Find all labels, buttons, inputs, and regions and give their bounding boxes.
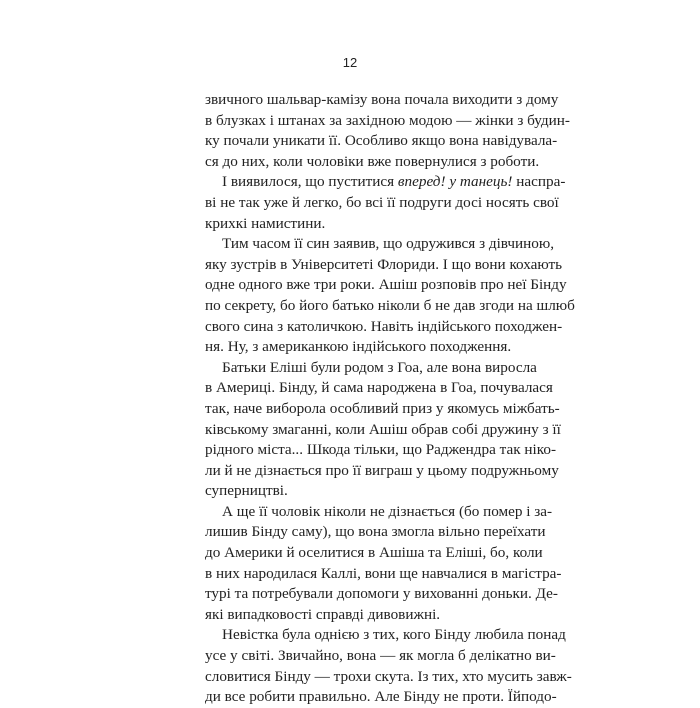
text-line: суперництві. <box>205 482 288 500</box>
paragraph <box>205 90 570 172</box>
text-line: в них народилася Каллі, вони ще навчалися в магістра- <box>205 564 562 582</box>
text-line: ди все робити правильно. Але Бінду не проти. Їйподо- <box>205 688 557 706</box>
text-line: так, наче виборола особливий приз у якомусь міжбать- <box>205 399 560 417</box>
paragraph <box>205 502 562 626</box>
text-line: до Америки й оселитися в Ашіша та Еліші, бо, коли <box>205 544 543 562</box>
text-line: крихкі намистини. <box>205 214 326 232</box>
text-line: ківському змаганні, коли Ашіш обрав собі дружину з її <box>205 420 561 438</box>
body-text <box>205 90 575 708</box>
text-line: А ще її чоловік ніколи не дізнається (бо помер і за- <box>222 502 553 520</box>
paragraph <box>205 625 572 707</box>
text-run: І виявилося, що пуститися <box>222 173 398 191</box>
text-line: одне одного вже три роки. Ашіш розповів про неї Бінду <box>205 276 567 294</box>
text-line: звичного шальвар-камізу вона почала виходити з дому <box>205 91 559 108</box>
paragraph <box>205 172 566 234</box>
italic-phrase: вперед! у танець! <box>397 173 513 191</box>
paragraph <box>205 358 561 502</box>
text-line: турі та потребували допомоги у вихованні доньки. Де- <box>205 585 558 603</box>
text-line: ли й не дізнається про її виграш у цьому подружньому <box>205 461 559 479</box>
text-line: Тим часом її син заявив, що одружився з дівчиною, <box>222 235 555 253</box>
text-line: ся до них, коли чоловіки вже повернулися з роботи. <box>205 152 540 170</box>
page-number: 12 <box>342 55 358 70</box>
text-line: свого сина з католичкою. Навіть індійського походжен- <box>205 317 563 335</box>
text-line: словитися Бінду — трохи скута. Із тих, хто мусить завж- <box>205 667 572 685</box>
text-line: лишив Бінду саму), що вона змогла вільно переїхати <box>205 523 546 541</box>
text-line: усе у світі. Звичайно, вона — як могла б делікатно ви- <box>205 647 556 665</box>
text-line: ня. Ну, з американкою індійського походження. <box>205 338 512 356</box>
paragraph <box>205 234 575 358</box>
text-line: рідного міста... Шкода тільки, що Раджендра так ніко- <box>205 441 557 459</box>
text-line <box>205 172 566 193</box>
text-line: Батьки Еліші були родом з Гоа, але вона виросла <box>222 358 537 376</box>
text-line: в блузках і штанах за західною модою — жінки з будин- <box>205 111 570 129</box>
text-line: Невістка була однією з тих, кого Бінду любила понад <box>222 626 566 644</box>
text-line: в Америці. Бінду, й сама народжена в Гоа, почувалася <box>205 379 553 397</box>
text-line: які випадковості справді дивовижні. <box>205 605 441 623</box>
text-line: ві не так уже й легко, бо всі її подруги досі носять свої <box>205 193 559 211</box>
text-line: ку почали уникати її. Особливо якщо вона навідувала- <box>205 132 558 150</box>
text-line: по секрету, бо його батько ніколи б не дав згоди на шлюб <box>205 296 575 314</box>
text-run: наспра- <box>512 173 566 191</box>
text-line: яку зустрів в Університеті Флориди. І що вони кохають <box>205 255 563 273</box>
